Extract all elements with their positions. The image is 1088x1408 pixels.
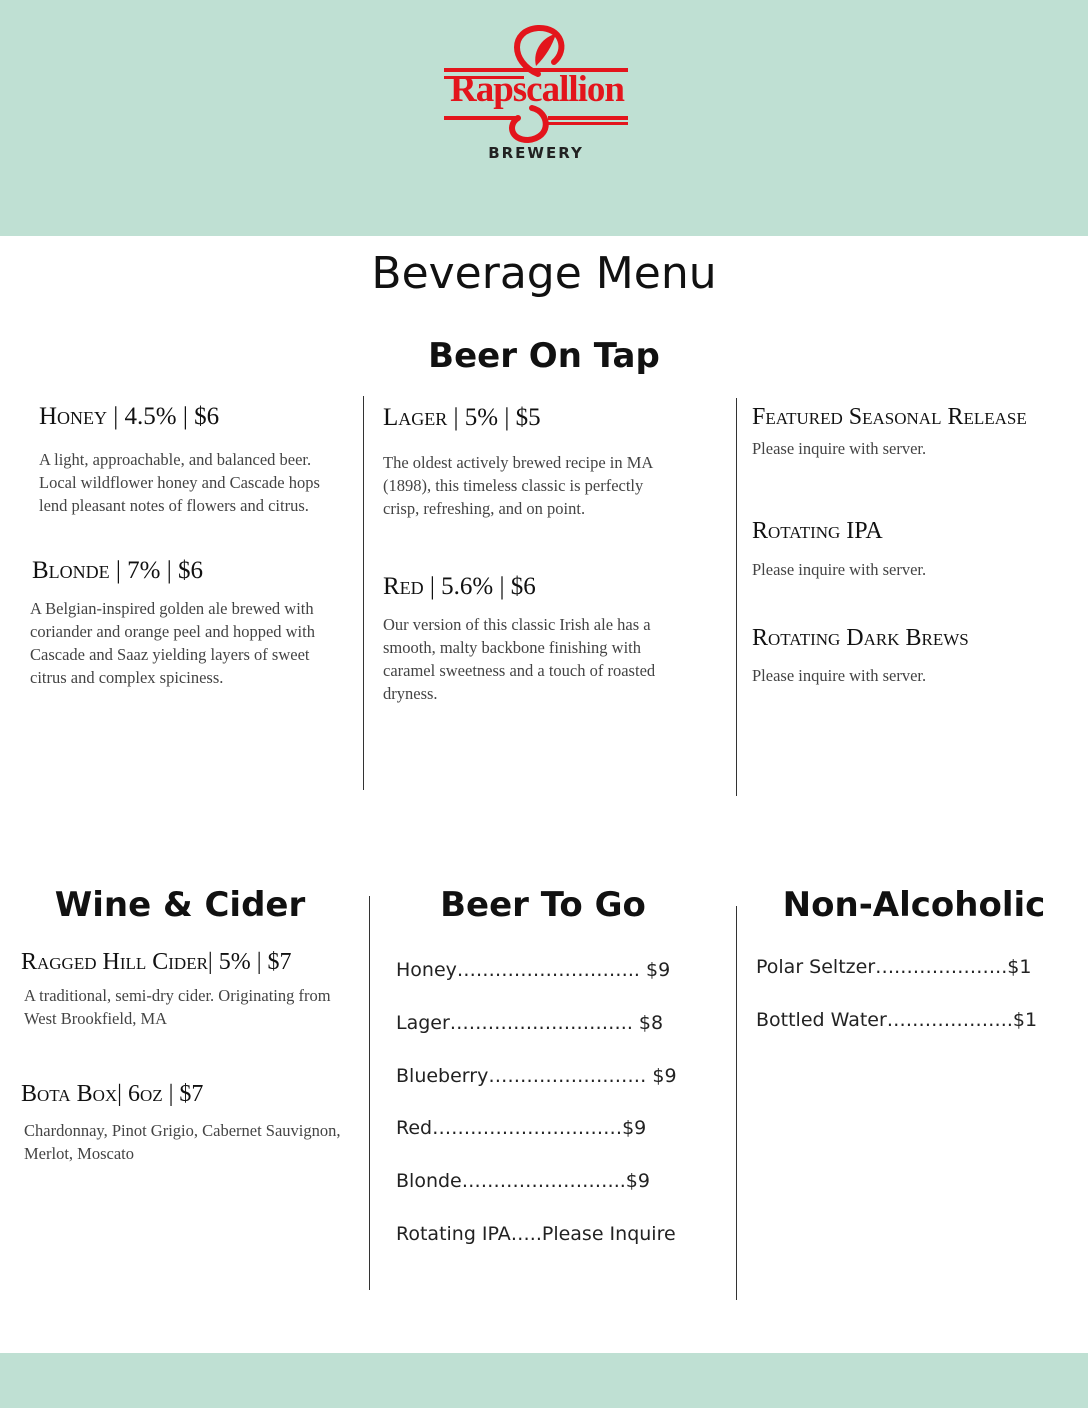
wine-item-bota-box-name: Bota Box| 6oz | $7 xyxy=(21,1081,204,1107)
to-go-item-lager: Lager……………………….. $8 xyxy=(396,1012,664,1034)
tap-item-rotating-ipa-desc: Please inquire with server. xyxy=(752,560,927,579)
divider-tap-right xyxy=(736,398,737,796)
to-go-item-blonde: Blonde……………………..$9 xyxy=(396,1170,650,1192)
beer-on-tap-title: Beer On Tap xyxy=(428,336,660,376)
tap-item-blonde-desc: A Belgian-inspired golden ale brewed with coriander and orange peel and hopped with Cascade and Saaz yielding layers of sweet citrus and complex spiciness. xyxy=(30,599,315,687)
wine-cider-title: Wine & Cider xyxy=(54,885,306,925)
tap-item-lager-name: Lager | 5% | $5 xyxy=(383,404,541,431)
non-alcoholic-title: Non-Alcoholic xyxy=(782,885,1046,925)
tap-item-red-desc: Our version of this classic Irish ale has a smooth, malty backbone finishing with caramel sweetness and a touch of roasted dryness. xyxy=(383,615,656,703)
to-go-item-blueberry: Blueberry……………….…… $9 xyxy=(396,1065,677,1087)
beer-to-go-title: Beer To Go xyxy=(440,885,646,925)
wine-item-cider-desc: A traditional, semi-dry cider. Originating from West Brookfield, MA xyxy=(24,986,331,1028)
non-alc-item-polar-seltzer: Polar Seltzer….……………..$1 xyxy=(756,956,1032,978)
tap-item-seasonal-desc: Please inquire with server. xyxy=(752,439,927,458)
tap-item-red-name: Red | 5.6% | $6 xyxy=(383,573,536,600)
wine-item-bota-box-desc: Chardonnay, Pinot Grigio, Cabernet Sauvignon, Merlot, Moscato xyxy=(24,1121,341,1163)
tap-item-blonde-name: Blonde | 7% | $6 xyxy=(32,557,203,584)
to-go-item-honey: Honey……………………….. $9 xyxy=(396,959,671,981)
to-go-item-red: Red…………………………$9 xyxy=(396,1117,647,1139)
footer-band xyxy=(0,1353,1088,1408)
tap-item-honey-desc: A light, approachable, and balanced beer. Local wildflower honey and Cascade hops lend pleasant notes of flowers and citrus. xyxy=(39,450,320,515)
brewery-logo xyxy=(440,22,632,168)
tap-item-lager-desc: The oldest actively brewed recipe in MA (1898), this timeless classic is perfectly crisp, refreshing, and on point. xyxy=(383,453,653,518)
divider-tap-left xyxy=(363,396,364,790)
menu-title: Beverage Menu xyxy=(371,248,717,299)
wine-item-cider-name: Ragged Hill Cider| 5% | $7 xyxy=(21,949,292,975)
non-alc-item-bottled-water: Bottled Water………………..$1 xyxy=(756,1009,1038,1031)
divider-bottom-right xyxy=(736,906,737,1300)
tap-item-dark-brews-name: Rotating Dark Brews xyxy=(752,625,969,651)
tap-item-seasonal-name: Featured Seasonal Release xyxy=(752,404,1027,430)
logo-brand-text: Rapscallion xyxy=(449,69,625,110)
to-go-item-rotating-ipa: Rotating IPA…..Please Inquire xyxy=(396,1223,676,1245)
logo-subtitle: BREWERY xyxy=(488,144,584,162)
tap-item-honey-name: Honey | 4.5% | $6 xyxy=(39,403,220,430)
divider-bottom-left xyxy=(369,896,370,1290)
tap-item-dark-brews-desc: Please inquire with server. xyxy=(752,666,927,685)
tap-item-rotating-ipa-name: Rotating IPA xyxy=(752,518,883,544)
